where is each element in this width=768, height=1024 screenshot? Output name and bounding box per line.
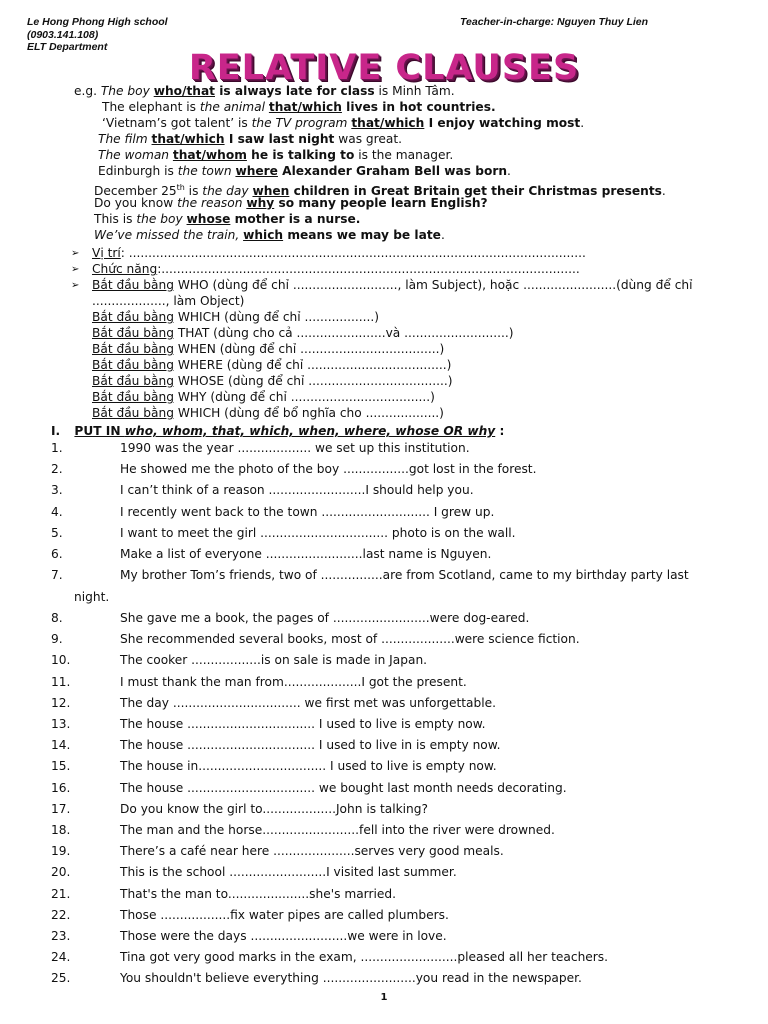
question-number: 9.	[51, 632, 63, 647]
question-text: I recently went back to the town ............................ I grew up.	[120, 504, 495, 519]
question-number: 2.	[51, 462, 63, 477]
example-10: We’ve missed the train, which means we may be late.	[94, 228, 445, 242]
arrow-bullet-icon: ➢	[71, 264, 80, 275]
question-text: The house ................................. I used to live in is empty now.	[120, 738, 501, 753]
note-function: Chức năng:............................................................................................................	[92, 262, 580, 276]
question-number: 10.	[51, 653, 71, 668]
question-text: There’s a café near here .....................serves very good meals.	[120, 844, 504, 859]
page-title: RELATIVE CLAUSES	[188, 48, 580, 88]
question-number: 14.	[51, 738, 71, 753]
note-where: Bắt đầu bằng WHERE (dùng để chỉ ....................................)	[92, 358, 452, 372]
question-text: The house in................................. I used to live is empty now.	[120, 759, 497, 774]
question-number: 20.	[51, 865, 71, 880]
arrow-bullet-icon: ➢	[71, 248, 80, 259]
example-7: December 25th is the day when children in Great Britain get their Christmas presents.	[94, 183, 666, 199]
note-position: Vị trí: ......................................................................................................................	[92, 246, 586, 260]
question-text: The cooker ..................is on sale is made in Japan.	[120, 653, 428, 668]
question-number: 16.	[51, 780, 71, 795]
question-text: He showed me the photo of the boy .................got lost in the forest.	[120, 462, 537, 477]
note-which: Bắt đầu bằng WHICH (dùng để chỉ ..................)	[92, 310, 380, 324]
note-who: Bắt đầu bằng WHO (dùng để chỉ ..........................., làm Subject), hoặc ........................(dùng để chỉ	[92, 278, 693, 292]
section-heading: I. PUT IN who, whom, that, which, when, where, whose OR why :	[51, 424, 505, 438]
question-number: 23.	[51, 928, 71, 943]
example-4: The film that/which I saw last night was great.	[98, 132, 403, 146]
question-text: The house ................................. we bought last month needs decorating.	[120, 780, 567, 795]
question-number: 21.	[51, 886, 71, 901]
question-number: 25.	[51, 971, 71, 986]
example-6: Edinburgh is the town where Alexander Graham Bell was born.	[98, 164, 511, 178]
question-text: This is the school .........................I visited last summer.	[120, 865, 457, 880]
note-when: Bắt đầu bằng WHEN (dùng để chỉ ....................................)	[92, 342, 445, 356]
question-number: 8.	[51, 610, 63, 625]
question-number: 5.	[51, 525, 63, 540]
note-that: Bắt đầu bằng THAT (dùng cho cả .......................và ...........................)	[92, 326, 514, 340]
teacher-in-charge: Teacher-in-charge: Nguyen Thuy Lien	[460, 16, 649, 28]
question-text: Make a list of everyone .........................last name is Nguyen.	[120, 547, 492, 561]
school-phone: (0903.141.108)	[27, 28, 99, 41]
page-number: 1	[380, 992, 388, 1003]
question-text: I can’t think of a reason .........................I should help you.	[120, 483, 474, 498]
question-text: I must thank the man from....................I got the present.	[120, 674, 467, 689]
question-text: That's the man to.....................she's married.	[120, 886, 396, 901]
question-number: 22.	[51, 907, 71, 922]
question-text: She recommended several books, most of ...................were science fiction.	[120, 632, 580, 647]
example-1: e.g. The boy who/that is always late for class is Minh Tâm.	[74, 84, 455, 98]
question-text: My brother Tom’s friends, two of ................are from Scotland, came to my birthday party last	[120, 568, 689, 583]
note-who-cont: ..................., làm Object)	[92, 294, 245, 308]
question-number: 4.	[51, 504, 63, 519]
example-8: Do you know the reason why so many people learn English?	[94, 196, 488, 210]
question-number: 6.	[51, 547, 63, 561]
question-number: 11.	[51, 674, 71, 689]
question-text: 1990 was the year ................... we set up this institution.	[120, 441, 470, 455]
example-9: This is the boy whose mother is a nurse.	[94, 212, 361, 226]
question-text: Tina got very good marks in the exam, .........................pleased all her teachers.	[120, 950, 609, 965]
department-name: ELT Department	[27, 41, 108, 53]
question-text: You shouldn't believe everything ........................you read in the newspaper.	[120, 971, 582, 986]
question-number: 18.	[51, 822, 71, 837]
question-text: The man and the horse.........................fell into the river were drowned.	[120, 822, 555, 837]
question-text: Those ..................fix water pipes are called plumbers.	[120, 907, 449, 922]
question-number: 17.	[51, 801, 71, 816]
question-number: 24.	[51, 950, 71, 965]
arrow-bullet-icon: ➢	[71, 280, 80, 291]
question-text: Do you know the girl to...................John is talking?	[120, 801, 428, 816]
question-text: The day ................................. we first met was unforgettable.	[120, 695, 497, 710]
note-which-clause: Bắt đầu bằng WHICH (dùng để bổ nghĩa cho ...................)	[92, 406, 444, 420]
example-2: The elephant is the animal that/which lives in hot countries.	[102, 100, 496, 114]
question-number: 15.	[51, 759, 71, 774]
note-whose: Bắt đầu bằng WHOSE (dùng để chỉ ....................................)	[92, 374, 453, 388]
example-5: The woman that/whom he is talking to is the manager.	[98, 148, 454, 162]
question-text: Those were the days .........................we were in love.	[120, 928, 447, 943]
question-text: The house ................................. I used to live is empty now.	[120, 716, 486, 731]
question-number: 7.	[51, 568, 63, 583]
note-why: Bắt đầu bằng WHY (dùng để chỉ ....................................)	[92, 390, 435, 404]
question-text-continued: night.	[74, 589, 110, 604]
school-name: Le Hong Phong High school	[27, 16, 168, 28]
question-number: 1.	[51, 441, 63, 455]
question-number: 12.	[51, 695, 71, 710]
question-number: 3.	[51, 483, 63, 498]
example-3: ‘Vietnam’s got talent’ is the TV program that/which I enjoy watching most.	[102, 116, 585, 130]
question-number: 13.	[51, 716, 71, 731]
question-number: 19.	[51, 844, 71, 859]
question-text: She gave me a book, the pages of .........................were dog-eared.	[120, 610, 530, 625]
question-text: I want to meet the girl ................................. photo is on the wall.	[120, 525, 516, 540]
